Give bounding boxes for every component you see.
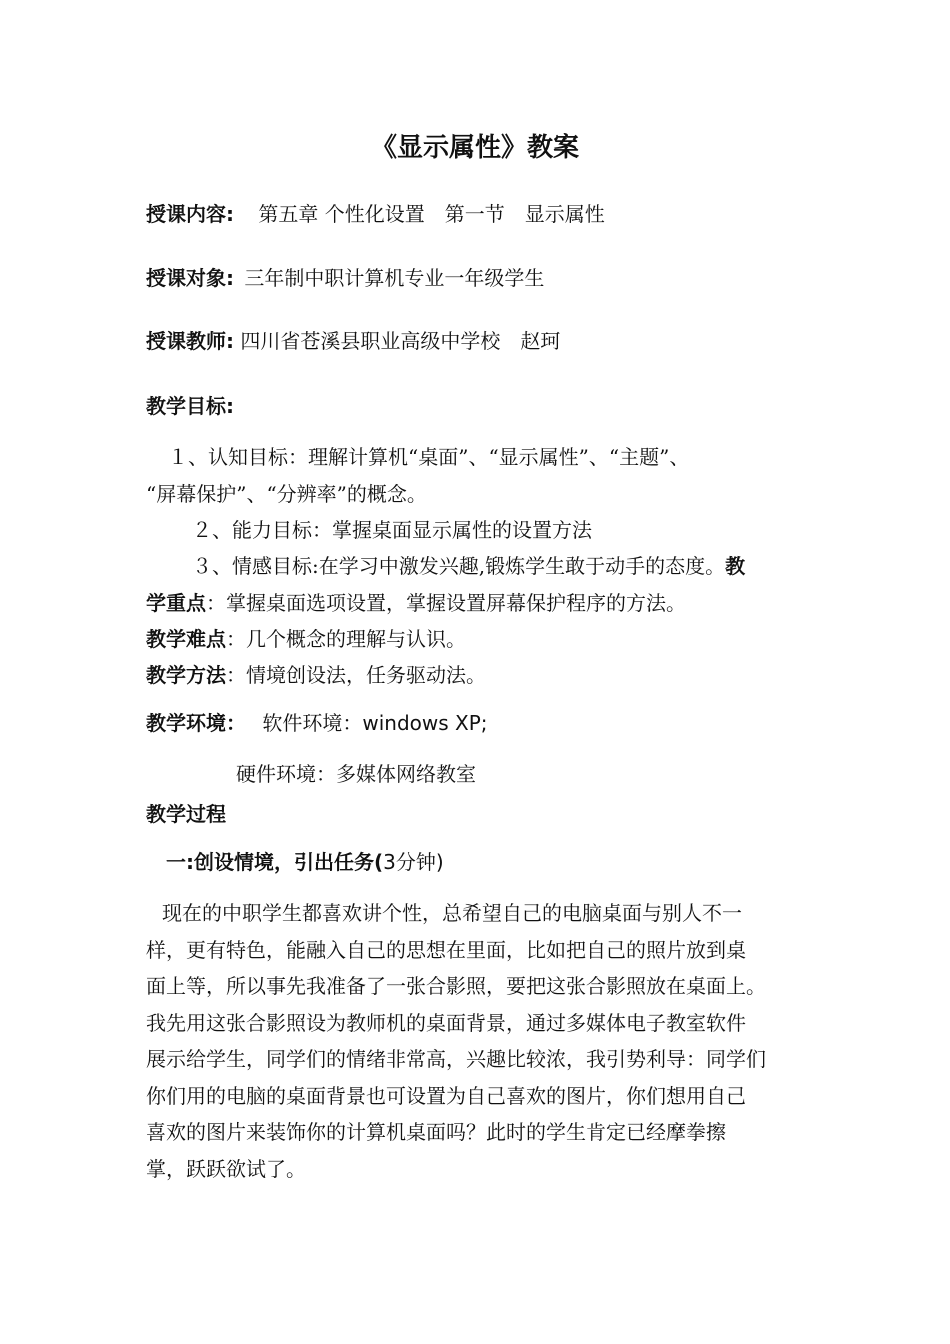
environment-row (146, 711, 488, 735)
difficulties-label: 教学难点 (146, 627, 226, 651)
process-label: 教学过程 (146, 802, 226, 826)
audience-label: 授课对象: (146, 266, 234, 290)
teaching-content-label: 授课内容: (146, 202, 234, 226)
objective-item-with-key-label (192, 554, 745, 578)
teaching-content-value: 第五章 个性化设置 第一节 显示属性 (258, 202, 605, 226)
paragraph-line: 面上等，所以事先我准备了一张合影照，要把这张合影照放在桌面上。 (146, 974, 766, 998)
key-points-label: 学重点 (146, 591, 206, 615)
section-1-time: 3分钟) (383, 850, 444, 874)
paragraph-line: 现在的中职学生都喜欢讲个性，总希望自己的电脑桌面与别人不一 (162, 901, 742, 925)
objective-item: １、认知目标：理解计算机“桌面”、“显示属性”、“主题”、 (168, 445, 690, 469)
teacher-row (146, 329, 560, 353)
objectives-heading (146, 394, 234, 418)
page-title: 《显示属性》教案 (370, 133, 579, 163)
paragraph-line: 掌，跃跃欲试了。 (146, 1156, 306, 1181)
environment-label: 教学环境： (146, 711, 246, 735)
difficulties-value: ：几个概念的理解与认识。 (226, 627, 466, 651)
audience-value: 三年制中职计算机专业一年级学生 (244, 266, 545, 290)
objective-item: ２、能力目标：掌握桌面显示属性的设置方法 (192, 518, 592, 542)
methods-label: 教学方法 (146, 663, 226, 687)
intro-paragraph (146, 895, 816, 1187)
teaching-content-row (146, 202, 605, 226)
objective-item: ３、情感目标:在学习中激发兴趣,锻炼学生敢于动手的态度。 (192, 554, 726, 578)
paragraph-line: 样，更有特色，能融入自己的思想在里面，比如把自己的照片放到桌 (146, 937, 746, 962)
methods-row (146, 663, 486, 687)
paragraph-line: 你们用的电脑的桌面背景也可设置为自己喜欢的图片，你们想用自己 (146, 1083, 746, 1108)
process-heading (146, 802, 226, 826)
objectives-label: 教学目标: (146, 394, 234, 418)
section-1-heading (166, 850, 444, 874)
paragraph-line: 展示给学生，同学们的情绪非常高，兴趣比较浓，我引势利导：同学们 (146, 1047, 766, 1071)
hardware-environment: 硬件环境：多媒体网络教室 (236, 762, 476, 786)
key-points-value: ：掌握桌面选项设置，掌握设置屏幕保护程序的方法。 (206, 591, 686, 615)
objective-item: “屏幕保护”、“分辨率”的概念。 (146, 482, 427, 506)
teacher-label: 授课教师: (146, 329, 234, 353)
audience-row (146, 266, 544, 290)
paragraph-line: 我先用这张合影照设为教师机的桌面背景，通过多媒体电子教室软件 (146, 1010, 746, 1035)
teacher-value: 四川省苍溪县职业高级中学校 赵珂 (240, 329, 561, 353)
key-points-label-start: 教 (725, 554, 746, 578)
software-environment: 软件环境：windows XP; (262, 711, 488, 735)
key-points-row (146, 591, 686, 615)
methods-value: ：情境创设法，任务驱动法。 (226, 663, 486, 687)
section-1-title: 一:创设情境，引出任务( (166, 850, 384, 874)
paragraph-line: 喜欢的图片来装饰你的计算机桌面吗？此时的学生肯定已经摩拳擦 (146, 1120, 726, 1144)
difficulties-row (146, 627, 466, 651)
